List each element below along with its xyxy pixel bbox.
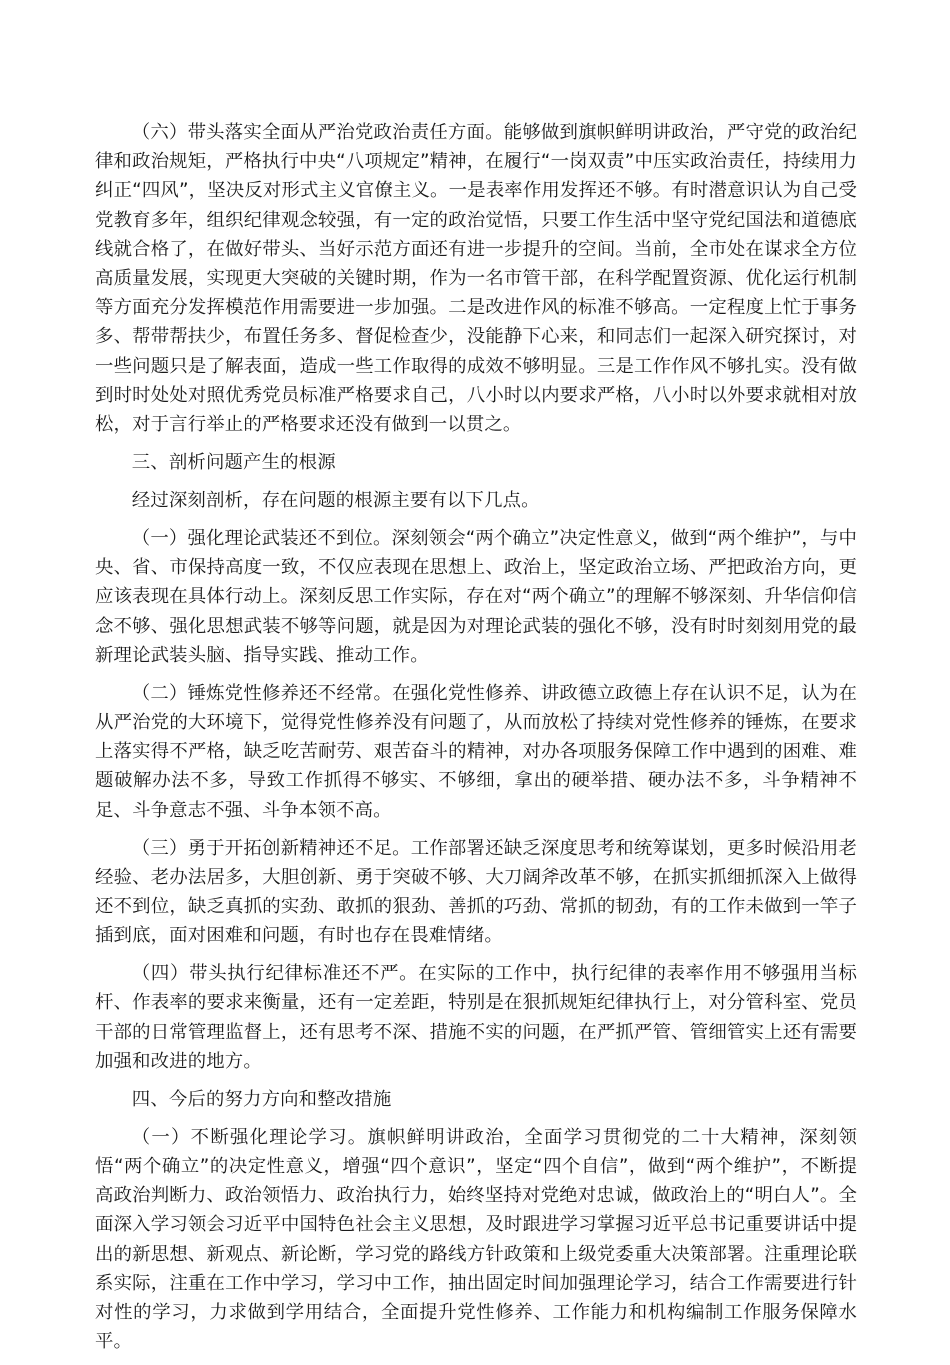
section-heading-root-causes: 三、剖析问题产生的根源	[131, 452, 336, 474]
paragraph-party-spirit: （二）锤炼党性修养还不经常。在强化党性修养、讲政德立政德上存在认识不足，认为在从严治党的大环境下，觉得党性修养没有问题了，从而放松了持续对党性修养的锤炼，在要求上落实得不严格，缺乏吃苦耐劳、艰苦奋斗的精神，对办各项服务保障工作中遇到的困难、难题破解办法不多，导致工作抓得不够实、不够细，拿出的硬举措、硬办法不多，斗争精神不足、斗争意志不强、斗争本领不高。	[95, 682, 857, 821]
paragraph-innovation: （三）勇于开拓创新精神还不足。工作部署还缺乏深度思考和统筹谋划，更多时候沿用老经验、老办法居多，大胆创新、勇于突破不够、大刀阔斧改革不够，在抓实抓细抓深入上做得还不到位，缺乏真抓的实劲、敢抓的狠劲、善抓的巧劲、常抓的韧劲，有的工作未做到一竿子插到底，面对困难和问题，有时也存在畏难情绪。	[95, 837, 857, 947]
paragraph-responsibility: （六）带头落实全面从严治党政治责任方面。能够做到旗帜鲜明讲政治，严守党的政治纪律和政治规矩，严格执行中央“八项规定”精神，在履行“一岗双责”中压实政治责任，持续用力纠正“四风”，坚决反对形式主义官僚主义。一是表率作用发挥还不够。有时潜意识认为自己受党教育多年，组织纪律观念较强，有一定的政治觉悟，只要工作生活中坚守党纪国法和道德底线就合格了，在做好带头、当好示范方面还有进一步提升的空间。当前，全市处在谋求全方位高质量发展，实现更大突破的关键时期，作为一名市管干部，在科学配置资源、优化运行机制等方面充分发挥模范作用需要进一步加强。二是改进作风的标准不够高。一定程度上忙于事务多、帮带帮扶少，布置任务多、督促检查少，没能静下心来，和同志们一起深入研究探讨，对一些问题只是了解表面，造成一些工作取得的成效不够明显。三是工作作风不够扎实。没有做到时时处处对照优秀党员标准严格要求自己，八小时以内要求严格，八小时以外要求就相对放松，对于言行举止的严格要求还没有做到一以贯之。	[95, 122, 857, 436]
paragraph-theory: （一）强化理论武装还不到位。深刻领会“两个确立”决定性意义，做到“两个维护”，与中央、省、市保持高度一致，不仅应表现在思想上、政治上，坚定政治立场、严把政治方向，更应该表现在具体行动上。深刻反思工作实际，存在对“两个确立”的理解不够深刻、升华信仰信念不够、强化思想武装不够等问题，就是因为对理论武装的强化不够，没有时时刻刻用党的最新理论武装头脑、指导实践、推动工作。	[95, 528, 857, 666]
paragraph-theory-study: （一）不断强化理论学习。旗帜鲜明讲政治，全面学习贯彻党的二十大精神，深刻领悟“两个确立”的决定性意义，增强“四个意识”，坚定“四个自信”，做到“两个维护”，不断提高政治判断力、政治领悟力、政治执行力，始终坚持对党绝对忠诚，做政治上的“明白人”。全面深入学习领会习近平中国特色社会主义思想，及时跟进学习掌握习近平总书记重要讲话中提出的新思想、新观点、新论断，学习党的路线方针政策和上级党委重大决策部署。注重理论联系实际，注重在工作中学习，学习中工作，抽出固定时间加强理论学习，结合工作需要进行针对性的学习，力求做到学用结合，全面提升党性修养、工作能力和机构编制工作服务保障水平。	[95, 1126, 857, 1353]
paragraph-intro: 经过深刻剖析，存在问题的根源主要有以下几点。	[131, 490, 540, 512]
section-heading-measures: 四、今后的努力方向和整改措施	[131, 1088, 392, 1110]
document-page	[95, 118, 857, 1365]
paragraph-discipline: （四）带头执行纪律标准还不严。在实际的工作中，执行纪律的表率作用不够强用当标杆、作表率的要求来衡量，还有一定差距，特别是在狠抓规矩纪律执行上，对分管科室、党员干部的日常管理监督上，还有思考不深、措施不实的问题，在严抓严管、管细管实上还有需要加强和改进的地方。	[95, 963, 857, 1072]
